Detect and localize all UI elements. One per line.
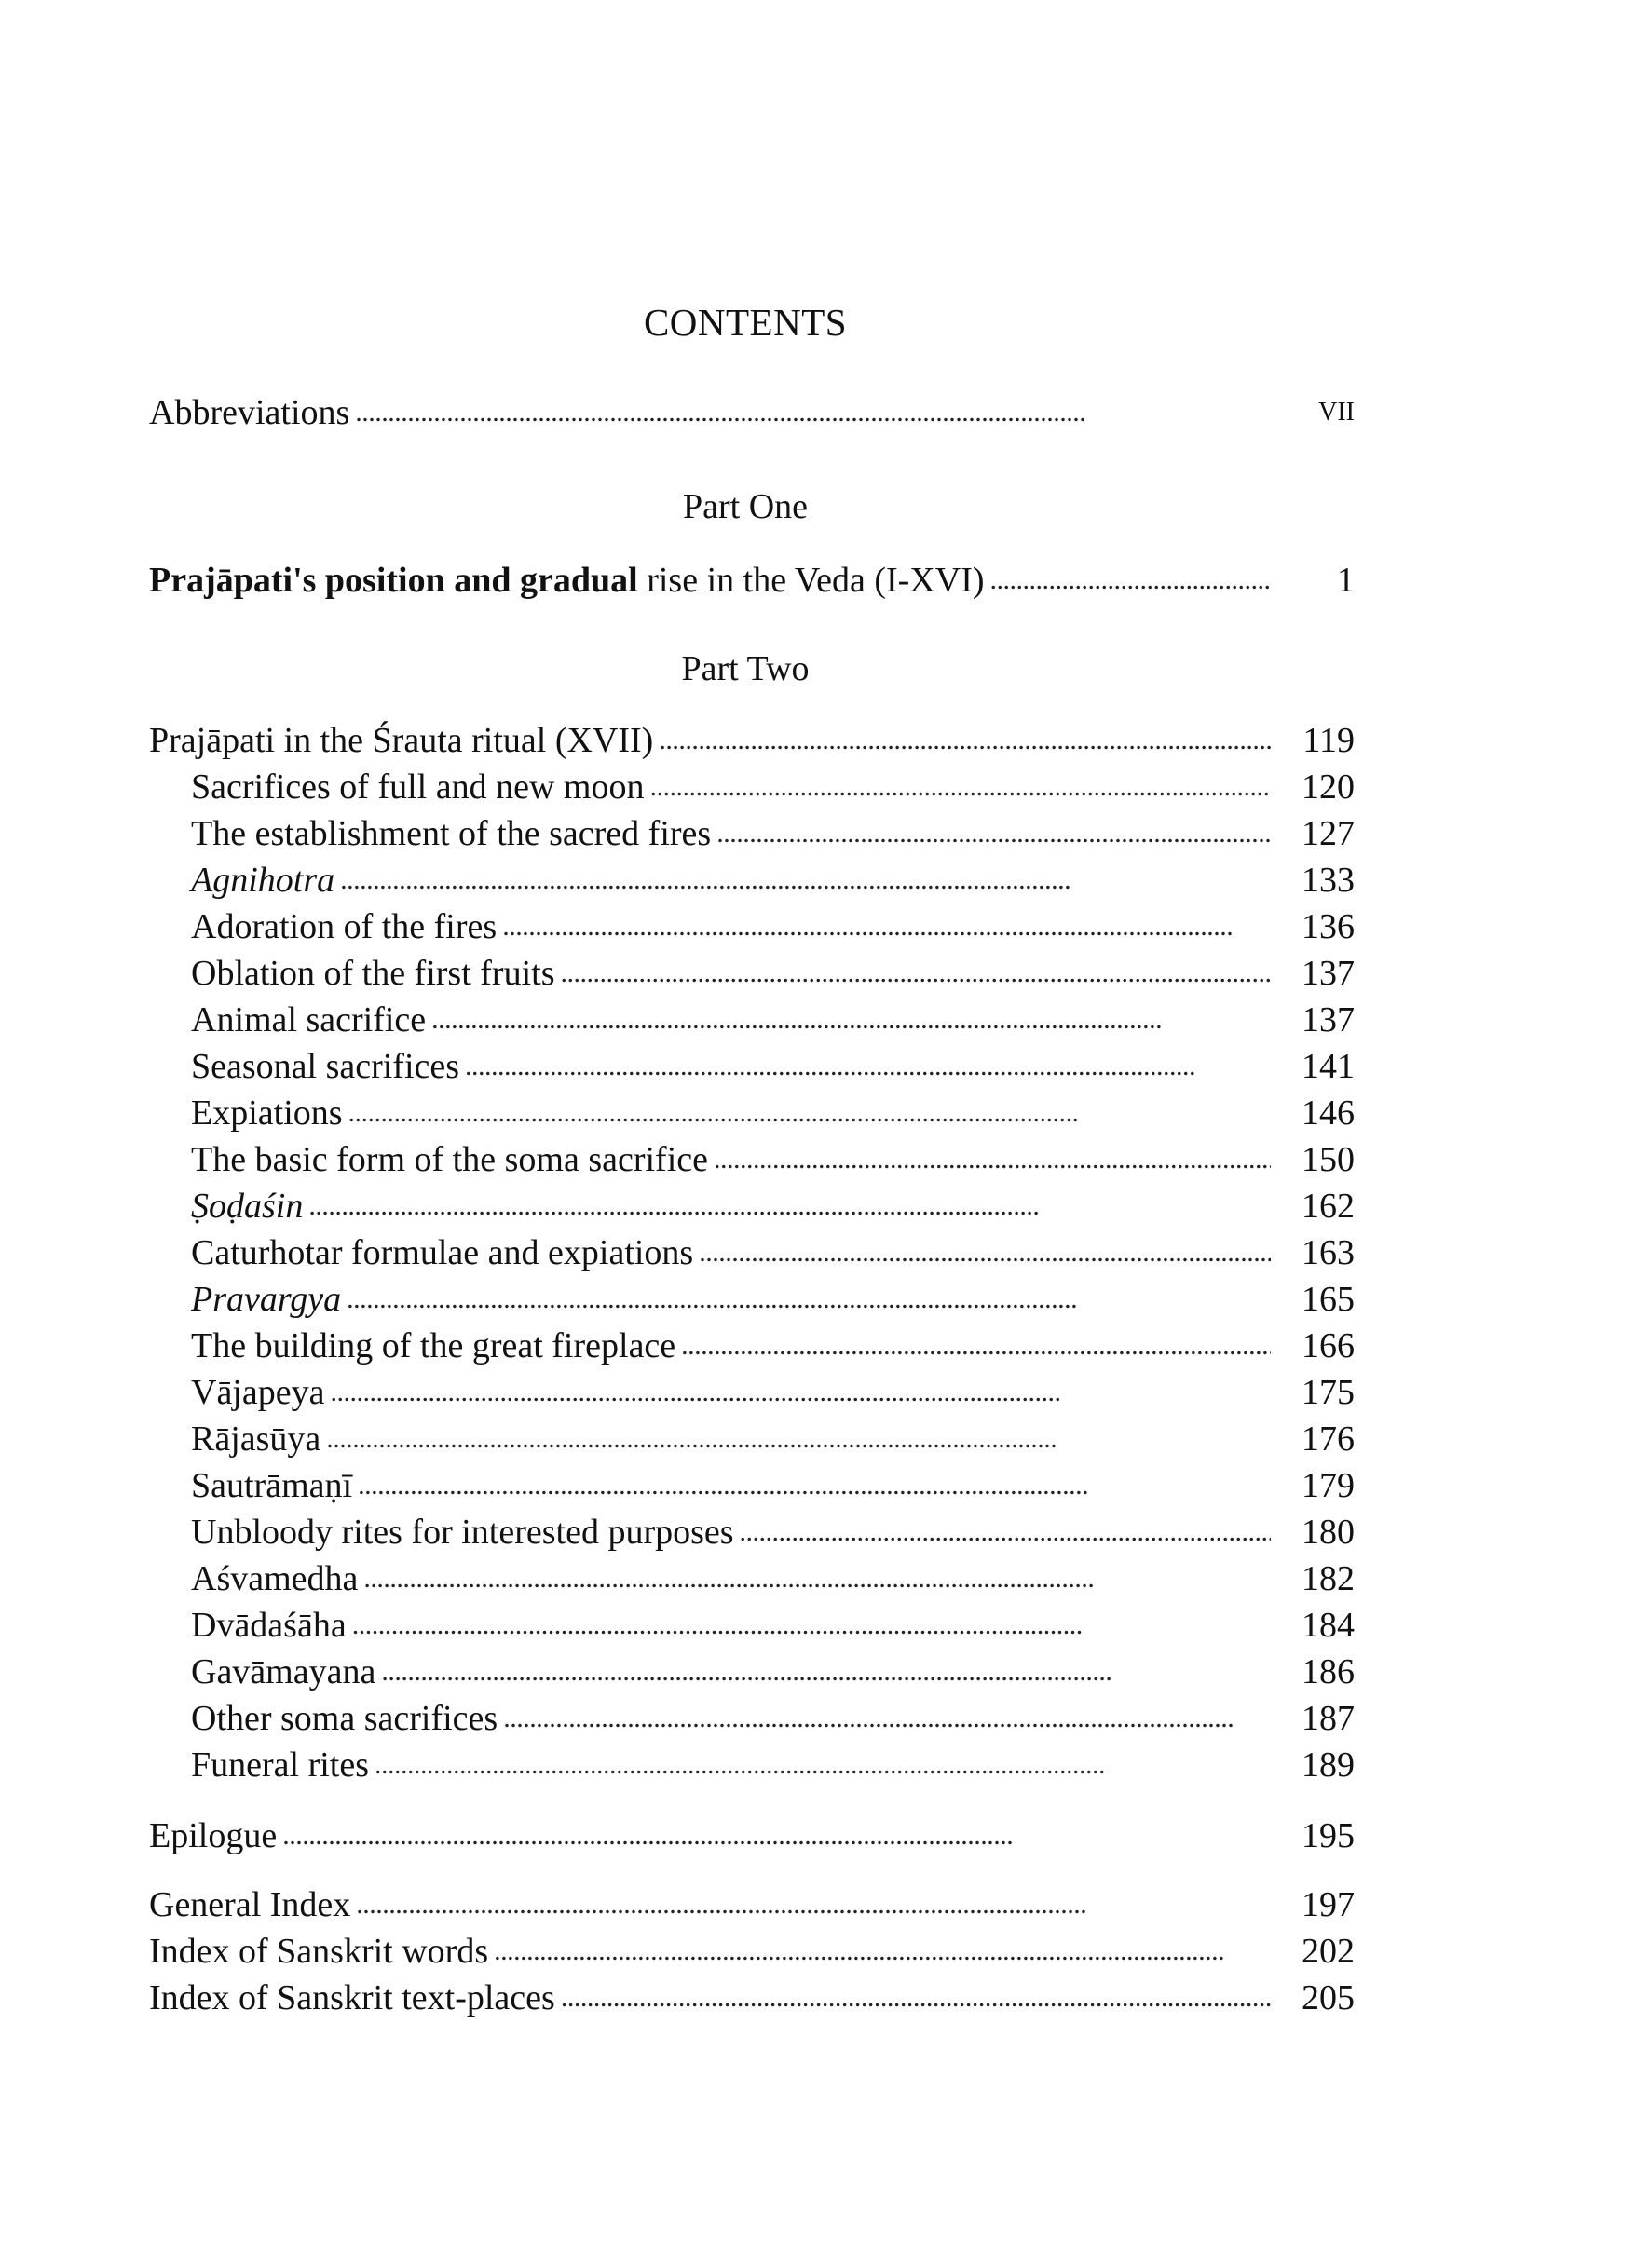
- leader-dots: [494, 1928, 1271, 1975]
- toc-label: Prajāpati in the Śrauta ritual (XVII): [149, 721, 654, 760]
- toc-label: Caturhotar formulae and expiations: [191, 1233, 694, 1272]
- leader-dots: [649, 764, 1271, 810]
- toc-sub-entry: [191, 810, 1360, 857]
- toc-label: Dvādaśāha: [191, 1606, 347, 1645]
- toc-sub-entry: [191, 1229, 1360, 1276]
- toc-label: Other soma sacrifices: [191, 1699, 498, 1738]
- toc-entry-sanskrit-words-index: [149, 1928, 1360, 1975]
- toc-sub-entry: [191, 764, 1360, 810]
- toc-label-bold: Prajāpati's position and gradual: [149, 561, 638, 600]
- toc-label: Animal sacrifice: [191, 1000, 427, 1039]
- toc-entry-abbreviations: [149, 389, 1360, 436]
- toc-page: 1: [1337, 561, 1355, 600]
- toc-label: Adoration of the fires: [191, 907, 498, 946]
- leader-dots: [355, 389, 1271, 436]
- leader-dots: [348, 1090, 1271, 1136]
- leader-dots: [356, 1881, 1271, 1928]
- toc-page: 120: [1302, 767, 1355, 807]
- toc-label: Oblation of the first fruits: [191, 954, 555, 993]
- toc-page: 150: [1302, 1140, 1355, 1179]
- toc-page: 141: [1302, 1047, 1355, 1086]
- toc-page: 127: [1302, 814, 1355, 853]
- toc-page: 195: [1302, 1816, 1355, 1855]
- toc-label: The building of the great fireplace: [191, 1326, 676, 1365]
- leader-dots: [431, 997, 1271, 1043]
- toc-page: 137: [1302, 1000, 1355, 1039]
- leader-dots: [358, 1462, 1271, 1509]
- leader-dots: [502, 903, 1271, 950]
- toc-sub-entry: [191, 1416, 1360, 1462]
- toc-label: Pravargya: [191, 1280, 342, 1319]
- leader-dots: [681, 1323, 1271, 1369]
- toc-label: Sacrifices of full and new moon: [191, 767, 645, 807]
- part-two-heading: Part Two: [681, 649, 810, 688]
- toc-sub-entry: [191, 1090, 1360, 1136]
- toc-sub-entry: [191, 1509, 1360, 1555]
- leader-dots: [465, 1043, 1271, 1090]
- leader-dots: [561, 1975, 1271, 2021]
- toc-label: Sautrāmaṇī: [191, 1466, 353, 1505]
- toc-sub-entry: [191, 857, 1360, 903]
- leader-dots: [282, 1813, 1271, 1859]
- leader-dots: [363, 1555, 1271, 1602]
- toc-sub-entry: [191, 1276, 1360, 1323]
- toc-page: 166: [1302, 1326, 1355, 1365]
- toc-entry-srauta: [149, 717, 1360, 764]
- toc-sub-entry: [191, 1555, 1360, 1602]
- toc-sub-entry: [191, 1649, 1360, 1695]
- leader-dots: [990, 557, 1272, 604]
- toc-sub-entry: [191, 1462, 1360, 1509]
- toc-page: 119: [1302, 721, 1355, 760]
- leader-dots: [340, 857, 1271, 903]
- toc-sub-entry: [191, 1136, 1360, 1183]
- toc-page: 182: [1302, 1559, 1355, 1598]
- toc-label-rest: rise in the Veda (I-XVI): [637, 561, 985, 600]
- toc-sub-entry: [191, 1183, 1360, 1229]
- leader-dots: [659, 717, 1271, 764]
- toc-page: 175: [1302, 1373, 1355, 1412]
- toc-page: 136: [1302, 907, 1355, 946]
- toc-label: Rājasūya: [191, 1419, 321, 1459]
- toc-label: Gavāmayana: [191, 1652, 376, 1691]
- toc-label: Expiations: [191, 1093, 343, 1133]
- leader-dots: [308, 1183, 1271, 1229]
- toc-entry-sanskrit-text-places-index: [149, 1975, 1360, 2021]
- toc-page: 133: [1302, 861, 1355, 900]
- toc-sub-entry: [191, 997, 1360, 1043]
- toc-page: 197: [1302, 1885, 1355, 1924]
- toc-label: Ṣoḍaśin: [191, 1187, 304, 1226]
- toc-page: 146: [1302, 1093, 1355, 1133]
- toc-label: Agnihotra: [191, 861, 335, 900]
- leader-dots: [326, 1416, 1271, 1462]
- toc-label: Epilogue: [149, 1816, 278, 1855]
- leader-dots: [503, 1695, 1271, 1742]
- toc-sub-entry: [191, 1323, 1360, 1369]
- toc-page: VII: [1318, 398, 1355, 427]
- toc-label: Abbreviations: [149, 393, 350, 432]
- toc-label: General Index: [149, 1885, 351, 1924]
- toc-sub-entry: [191, 950, 1360, 997]
- toc-page: 184: [1302, 1606, 1355, 1645]
- toc-page: 202: [1302, 1932, 1355, 1971]
- toc-entry-epilogue: [149, 1813, 1360, 1859]
- page-title: CONTENTS: [643, 301, 848, 344]
- toc-page: 205: [1302, 1978, 1355, 2017]
- leader-dots: [560, 950, 1271, 997]
- leader-dots: [347, 1276, 1271, 1323]
- toc-label: Index of Sanskrit text-places: [149, 1978, 555, 2017]
- leader-dots: [740, 1509, 1271, 1555]
- leader-dots: [716, 810, 1271, 857]
- toc-label: Vājapeya: [191, 1373, 325, 1412]
- toc-page: 137: [1302, 954, 1355, 993]
- toc-sub-entry: [191, 903, 1360, 950]
- toc-sub-entry: [191, 1602, 1360, 1649]
- toc-page: 162: [1302, 1187, 1355, 1226]
- leader-dots: [699, 1229, 1271, 1276]
- toc-label: The basic form of the soma sacrifice: [191, 1140, 708, 1179]
- toc-sub-entry: [191, 1742, 1360, 1788]
- toc-sub-entry: [191, 1369, 1360, 1416]
- toc-page: 186: [1302, 1652, 1355, 1691]
- leader-dots: [330, 1369, 1271, 1416]
- toc-label: Index of Sanskrit words: [149, 1932, 489, 1971]
- part-one-heading: Part One: [682, 487, 809, 526]
- toc-label: The establishment of the sacred fires: [191, 814, 712, 853]
- toc-label: Aśvamedha: [191, 1559, 359, 1598]
- toc-sub-entry: [191, 1695, 1360, 1742]
- toc-sub-entry: [191, 1043, 1360, 1090]
- toc-page: 179: [1302, 1466, 1355, 1505]
- toc-page: 189: [1302, 1745, 1355, 1785]
- toc-label: Seasonal sacrifices: [191, 1047, 460, 1086]
- leader-dots: [714, 1136, 1271, 1183]
- toc-entry-part-one: [149, 557, 1360, 604]
- toc-page: 180: [1302, 1513, 1355, 1552]
- leader-dots: [381, 1649, 1271, 1695]
- leader-dots: [375, 1742, 1271, 1788]
- toc-entry-general-index: [149, 1881, 1360, 1928]
- toc-label: Unbloody rites for interested purposes: [191, 1513, 734, 1552]
- toc-page: 165: [1302, 1280, 1355, 1319]
- toc-page: 187: [1302, 1699, 1355, 1738]
- toc-page: 163: [1302, 1233, 1355, 1272]
- toc-label: Funeral rites: [191, 1745, 370, 1785]
- leader-dots: [352, 1602, 1271, 1649]
- toc-page: 176: [1302, 1419, 1355, 1459]
